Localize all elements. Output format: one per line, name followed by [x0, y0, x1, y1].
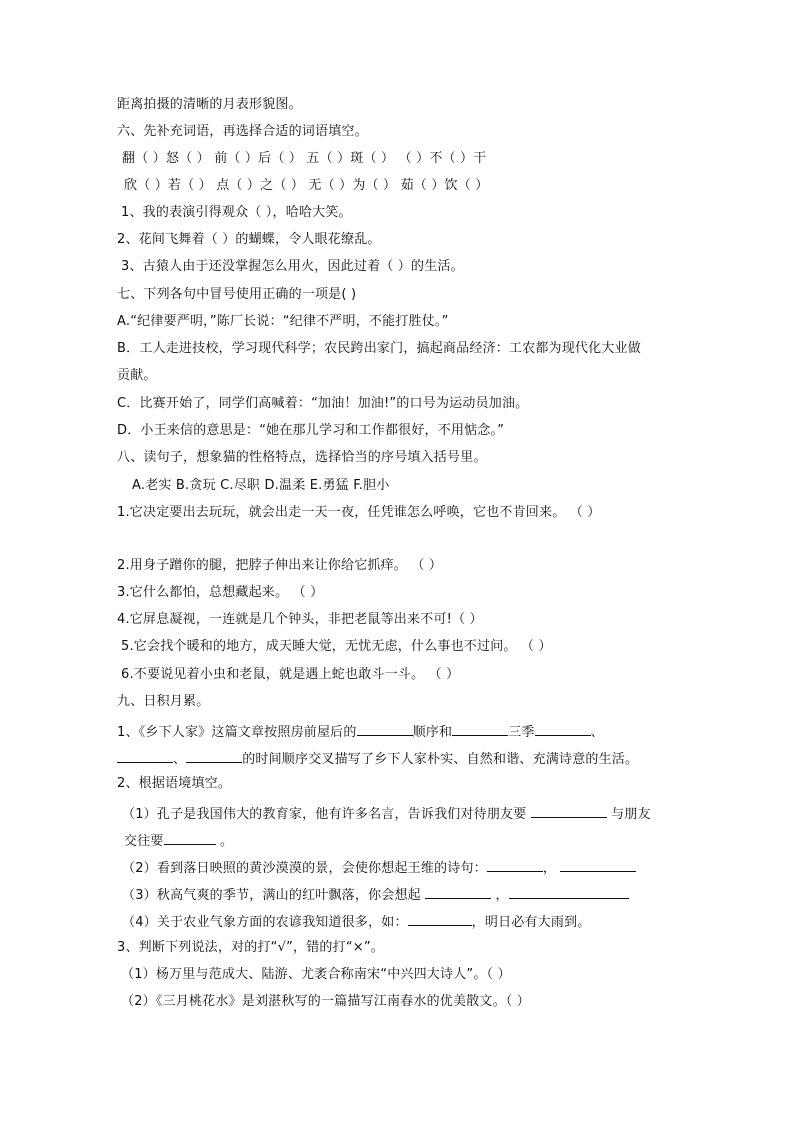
option-a: A.“纪律要严明，”陈厂长说：“纪律不严明，不能打胜仗。” [117, 314, 449, 329]
sub-question-2 [122, 857, 636, 878]
sub-question-4 [122, 911, 590, 932]
answer-blank[interactable] [164, 830, 216, 845]
sub-question-1 [122, 803, 651, 824]
section-six-title: 六、先补充词语，再选择合适的词语填空。 [117, 124, 368, 139]
fill-question-3: 3、判断下列说法，对的打“√”，错的打“×”。 [117, 940, 384, 955]
judge-item-2: （2）《三月桃花水》是刘湛秋写的一篇描写江南春水的优美散文。（ ） [121, 994, 531, 1009]
answer-blank[interactable] [452, 721, 508, 736]
sub-question-1-continued [124, 830, 233, 851]
text-part: （1）孔子是我国伟大的教育家，他有许多名言，告诉我们对待朋友要 [122, 807, 527, 822]
question: 1.它决定要出去玩玩，就会出走一天一夜，任凭谁怎么呼唤，它也不肯回来。 （ ） [117, 505, 601, 520]
fill-question-1 [117, 721, 604, 742]
section-seven-title: 七、下列各句中冒号使用正确的一项是( ) [117, 287, 357, 302]
text-line: 距离拍摄的清晰的月表形貌图。 [117, 97, 302, 112]
text-part: （4）关于农业气象方面的农谚我知道很多，如： [122, 915, 408, 930]
answer-blank[interactable] [357, 721, 413, 736]
option-c: C．比赛开始了，同学们高喊着：“加油！加油!”的口号为运动员加油。 [117, 396, 529, 411]
question: 3、古猿人由于还没掌握怎么用火，因此过着（ ）的生活。 [121, 259, 464, 274]
text-part: ，明日必有大雨到。 [471, 915, 591, 930]
answer-blank[interactable] [425, 884, 491, 899]
answer-options: A.老实 B.贪玩 C.尽职 D.温柔 E.勇猛 F.胆小 [132, 478, 390, 493]
question: 2.用身子蹭你的腿，把脖子伸出来让你给它抓痒。 （ ） [117, 558, 443, 573]
option-d: D．小王来信的意思是：“她在那儿学习和工作都很好，不用惦念。” [117, 423, 505, 438]
question: 2、花间飞舞着（ ）的蝴蝶，令人眼花缭乱。 [117, 232, 381, 247]
text-part: 的时间顺序交叉描写了乡下人家朴实、自然和谐、充满诗意的生活。 [242, 752, 639, 767]
answer-blank[interactable] [186, 748, 242, 763]
answer-blank[interactable] [117, 748, 173, 763]
section-eight-title: 八、读句子，想象猫的性格特点，选择恰当的序号填入括号里。 [117, 450, 487, 465]
text-part: （2）看到落日映照的黄沙漠漠的景，会使你想起王维的诗句： [122, 861, 487, 876]
answer-blank[interactable] [535, 721, 591, 736]
text-part: 1、《乡下人家》这篇文章按照房前屋后的 [117, 725, 357, 740]
text-part: 交往要 [124, 834, 164, 849]
fill-question-2: 2、根据语境填空。 [117, 776, 232, 791]
section-nine-title: 九、日积月累。 [117, 694, 210, 709]
text-part: （3）秋高气爽的季节，满山的红叶飘落，你会想起 [122, 888, 421, 903]
text-part: 三季 [508, 725, 535, 740]
option-b: B．工人走进技校，学习现代科学；农民跨出家门，搞起商品经济：工农都为现代化大业做 [117, 341, 641, 356]
judge-item-1: （1）杨万里与范成大、陆游、尤袤合称南宋“中兴四大诗人”。（ ） [121, 967, 511, 982]
answer-blank[interactable] [531, 803, 607, 818]
answer-blank[interactable] [509, 884, 629, 899]
word-fill-row-2: 欣（ ）若（ ） 点（ ）之（ ） 无（ ）为（ ） 茹（ ）饮（ ） [124, 178, 489, 193]
text-part: 、 [590, 725, 604, 740]
question: 6.不要说见着小虫和老鼠，就是遇上蛇也敢斗一斗。 （ ） [121, 667, 460, 682]
option-b-continued: 贡献。 [117, 368, 157, 383]
text-part: 顺序和 [412, 725, 453, 740]
question: 4.它屏息凝视，一连就是几个钟头，非把老鼠等出来不可!（ ） [117, 612, 483, 627]
sub-question-3 [122, 884, 629, 905]
answer-blank[interactable] [560, 857, 636, 872]
text-part: ， [542, 861, 557, 876]
text-part: 、 [173, 752, 187, 767]
fill-question-1-continued [117, 748, 638, 769]
answer-blank[interactable] [487, 857, 543, 872]
answer-blank[interactable] [408, 911, 472, 926]
question: 3.它什么都怕，总想藏起来。 （ ） [117, 585, 324, 600]
question: 1、我的表演引得观众（ ），哈哈大笑。 [121, 205, 352, 220]
text-part: ， [491, 888, 509, 903]
text-part: 与朋友 [611, 807, 651, 822]
question: 5.它会找个暖和的地方，成天睡大觉，无忧无虑，什么事也不过问。 （ ） [121, 639, 552, 654]
text-part: 。 [215, 834, 234, 849]
word-fill-row-1: 翻（ ）怒（ ） 前（ ）后（ ） 五（ ）斑（ ） （ ）不（ ）干 [122, 151, 487, 166]
